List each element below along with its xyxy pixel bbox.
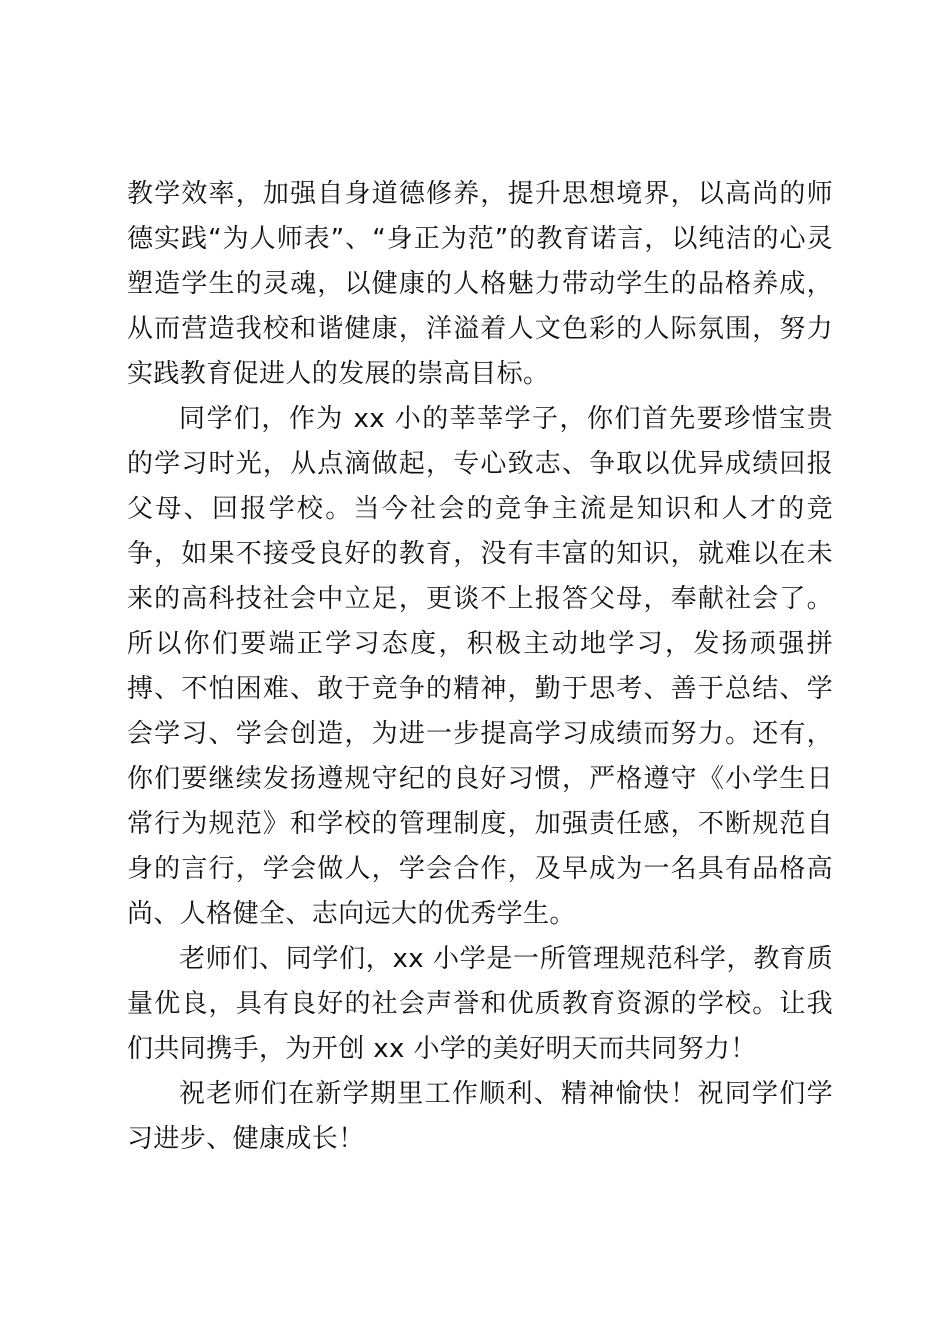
paragraph-continuation: 教学效率，加强自身道德修养，提升思想境界，以高尚的师德实践“为人师表”、“身正为范”的教育诺言，以纯洁的心灵塑造学生的灵魂，以健康的人格魅力带动学生的品格养成，从而营造我校和谐健康，洋溢着人文色彩的人际氛围，努力实践教育促进人的发展的崇高目标。 — [127, 179, 833, 389]
paragraph-wishes: 祝老师们在新学期里工作顺利、精神愉快！祝同学们学习进步、健康成长！ — [127, 1079, 833, 1154]
paragraph-students: 同学们，作为 xx 小的莘莘学子，你们首先要珍惜宝贵的学习时光，从点滴做起，专心致志、争取以优异成绩回报父母、回报学校。当今社会的竞争主流是知识和人才的竞争，如果不接受良好的教育，没有丰富的知识，就难以在未来的高科技社会中立足，更谈不上报答父母，奉献社会了。所以你们要端正学习态度，积极主动地学习，发扬顽强拼搏、不怕困难、敢于竞争的精神，勤于思考、善于总结、学会学习、学会创造，为进一步提高学习成绩而努力。还有，你们要继续发扬遵规守纪的良好习惯，严格遵守《小学生日常行为规范》和学校的管理制度，加强责任感，不断规范自身的言行，学会做人，学会合作，及早成为一名具有品格高尚、人格健全、志向远大的优秀学生。 — [127, 404, 833, 929]
paragraph-school: 老师们、同学们，xx 小学是一所管理规范科学，教育质量优良，具有良好的社会声誉和优质教育资源的学校。让我们共同携手，为开创 xx 小学的美好明天而共同努力！ — [127, 944, 833, 1064]
document-body — [127, 172, 833, 1162]
